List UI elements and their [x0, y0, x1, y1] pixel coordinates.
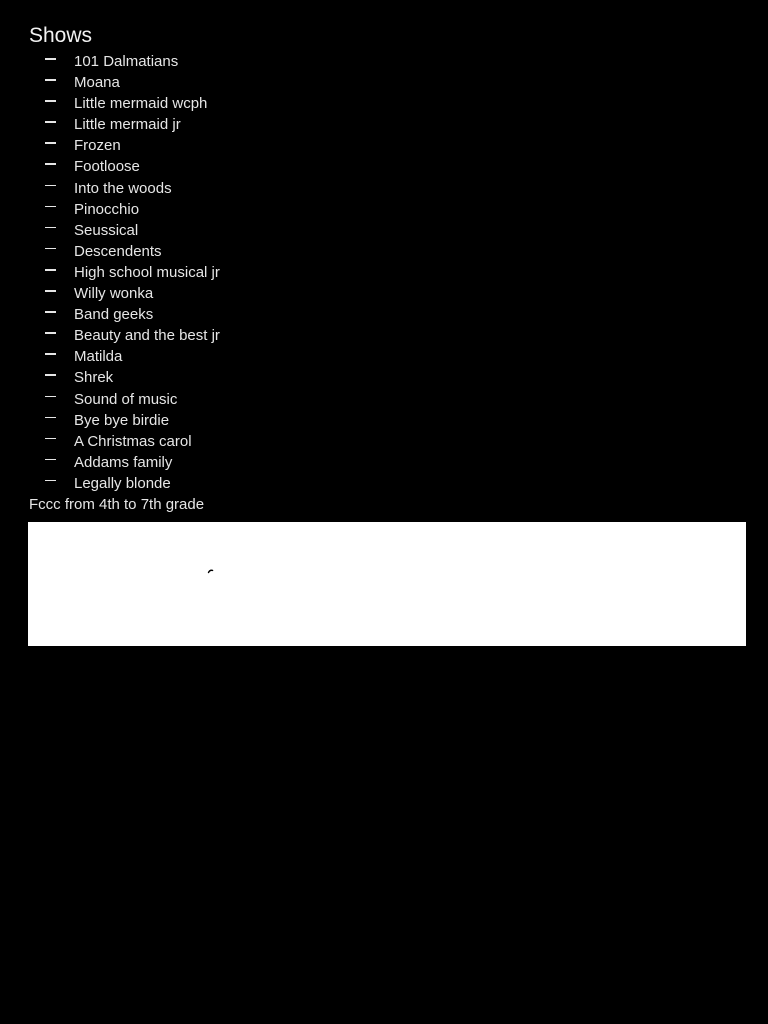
list-item[interactable] [29, 325, 746, 346]
list-item[interactable] [29, 51, 746, 72]
list-item[interactable] [29, 220, 746, 241]
list-item[interactable] [29, 199, 746, 220]
list-item-label: Moana [74, 74, 120, 92]
dash-icon [45, 367, 57, 388]
list-item[interactable] [29, 72, 746, 93]
show-list [29, 51, 746, 494]
ink-mark [28, 522, 746, 646]
dash-icon [45, 283, 57, 304]
list-item[interactable] [29, 367, 746, 388]
dash-icon [45, 431, 57, 452]
list-item-label: Matilda [74, 348, 123, 366]
dash-icon [45, 199, 57, 220]
dash-icon [45, 51, 57, 72]
list-item-label: Legally blonde [74, 474, 171, 492]
list-item[interactable] [29, 93, 746, 114]
list-item[interactable] [29, 178, 746, 199]
dash-icon [45, 262, 57, 283]
note-title[interactable]: Shows [29, 24, 93, 47]
list-item-label: Shrek [74, 369, 114, 387]
dash-icon [45, 304, 57, 325]
list-item[interactable] [29, 389, 746, 410]
list-item[interactable] [29, 346, 746, 367]
list-item[interactable] [29, 135, 746, 156]
dash-icon [45, 389, 57, 410]
list-item-label: Beauty and the best jr [74, 327, 220, 345]
list-item-label: Seussical [74, 221, 139, 239]
list-item[interactable] [29, 431, 746, 452]
list-item-label: Band geeks [74, 306, 154, 324]
note-footer-text[interactable]: Fccc from 4th to 7th grade [29, 495, 205, 513]
dash-icon [45, 220, 57, 241]
dash-icon [45, 156, 57, 177]
dash-icon [45, 346, 57, 367]
dash-icon [45, 452, 57, 473]
list-item-label: Pinocchio [74, 200, 140, 218]
dash-icon [45, 114, 57, 135]
dash-icon [45, 241, 57, 262]
dash-icon [45, 178, 57, 199]
note-body[interactable] [29, 22, 746, 515]
list-item[interactable] [29, 262, 746, 283]
dash-icon [45, 135, 57, 156]
list-item-label: Bye bye birdie [74, 411, 170, 429]
list-item-label: Frozen [74, 137, 121, 155]
list-item[interactable] [29, 304, 746, 325]
list-item-label: 101 Dalmatians [74, 53, 179, 70]
dash-icon [45, 93, 57, 114]
list-item-label: A Christmas carol [74, 432, 192, 450]
list-item[interactable] [29, 452, 746, 473]
dash-icon [45, 410, 57, 431]
list-item[interactable] [29, 410, 746, 431]
list-item-label: Willy wonka [74, 285, 154, 303]
list-item-label: Into the woods [74, 179, 172, 197]
list-item-label: Footloose [74, 158, 140, 176]
list-item-label: Little mermaid wcph [74, 95, 208, 113]
list-item[interactable] [29, 473, 746, 494]
list-item-label: High school musical jr [74, 263, 220, 281]
dash-icon [45, 72, 57, 93]
list-item[interactable] [29, 283, 746, 304]
drawing-canvas[interactable] [28, 522, 746, 646]
list-item-label: Little mermaid jr [74, 116, 181, 134]
dash-icon [45, 473, 57, 494]
list-item[interactable] [29, 156, 746, 177]
list-item-label: Addams family [74, 453, 173, 471]
list-item-label: Descendents [74, 242, 162, 260]
list-item[interactable] [29, 114, 746, 135]
list-item-label: Sound of music [74, 390, 178, 408]
list-item[interactable] [29, 241, 746, 262]
dash-icon [45, 325, 57, 346]
